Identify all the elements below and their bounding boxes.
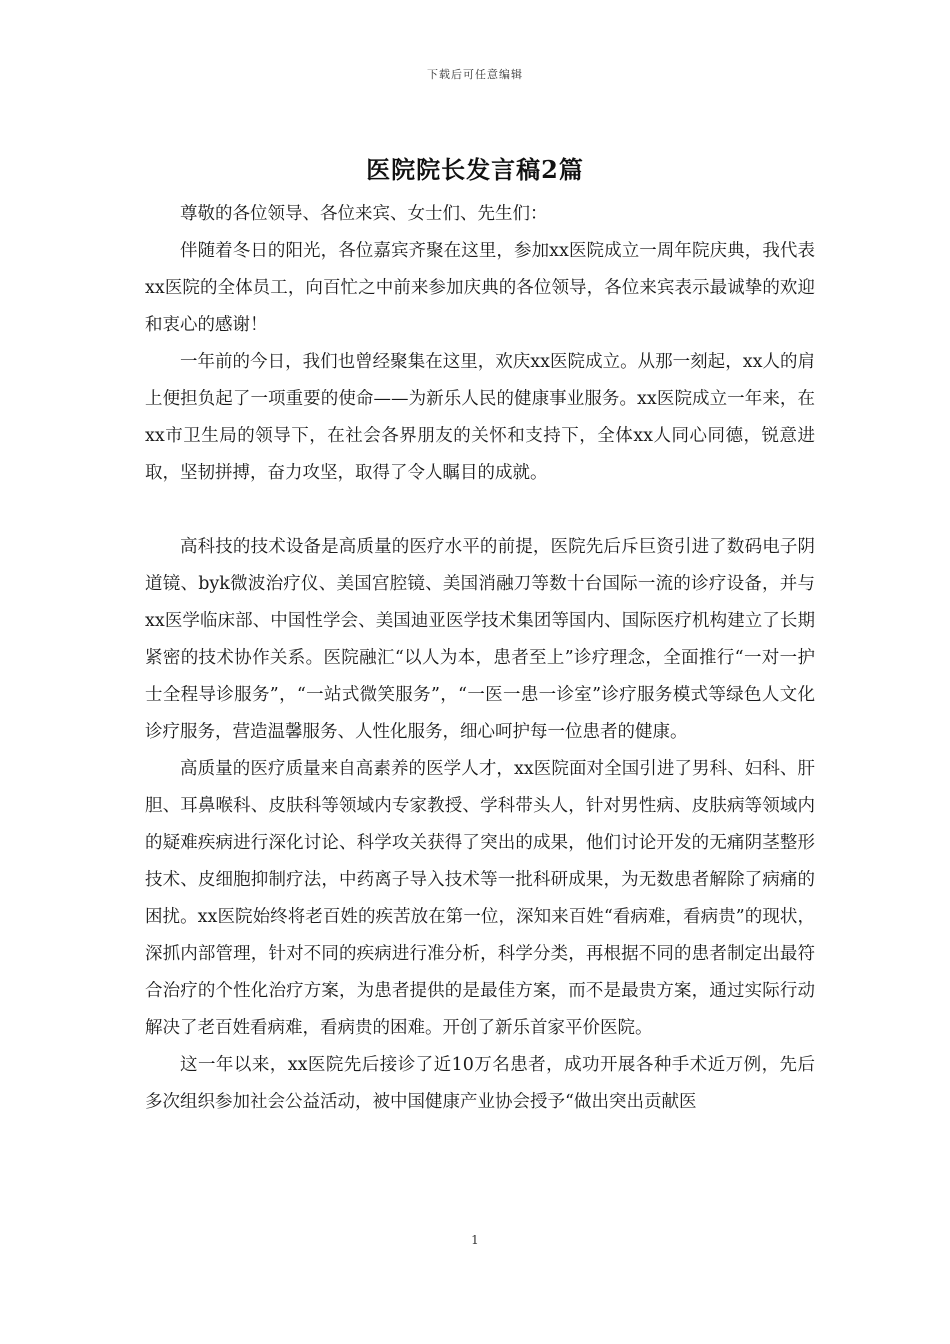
document-title: 医院院长发言稿2篇 <box>366 155 584 184</box>
paragraph-talent: 高质量的医疗质量来自高素养的医学人才，xx医院面对全国引进了男科、妇科、肝胆、耳鼻喉科、皮肤科等领域内专家教授、学科带头人，针对男性病、皮肤病等领域内的疑难疾病进行深化讨论、科学攻关获得了突出的成果，他们讨论开发的无痛阴茎整形技术、皮细胞抑制疗法，中药离子导入技术等一批科研成果，为无数患者解除了病痛的困扰。xx医院始终将老百姓的疾苦放在第一位，深知来百姓“看病难，看病贵”的现状，深抓内部管理，针对不同的疾病进行准分析，科学分类，再根据不同的患者制定出最符合治疗的个性化治疗方案，为患者提供的是最佳方案，而不是最贵方案，通过实际行动解决了老百姓看病难，看病贵的困难。开创了新乐首家平价医院。 <box>145 759 815 1038</box>
page-number: 1 <box>471 1233 479 1247</box>
paragraph-achievements: 这一年以来，xx医院先后接诊了近10万名患者，成功开展各种手术近万例，先后多次组织参加社会公益活动，被中国健康产业协会授予“做出突出贡献医 <box>145 1055 815 1112</box>
paragraph-history: 一年前的今日，我们也曾经聚集在这里，欢庆xx医院成立。从那一刻起，xx人的肩上便担负起了一项重要的使命——为新乐人民的健康事业服务。xx医院成立一年来，在xx市卫生局的领导下，在社会各界朋友的关怀和支持下，全体xx人同心同德，锐意进取，坚韧拼搏，奋力攻坚，取得了令人瞩目的成就。 <box>145 352 815 483</box>
paragraph-equipment: 高科技的技术设备是高质量的医疗水平的前提，医院先后斥巨资引进了数码电子阴道镜、byk微波治疗仪、美国宫腔镜、美国消融刀等数十台国际一流的诊疗设备，并与xx医学临床部、中国性学会、美国迪亚医学技术集团等国内、国际医疗机构建立了长期紧密的技术协作关系。医院融汇“以人为本，患者至上”诊疗理念，全面推行“一对一护士全程导诊服务”，“一站式微笑服务”，“一医一患一诊室”诊疗服务模式等绿色人文化诊疗服务，营造温馨服务、人性化服务，细心呵护每一位患者的健康。 <box>145 537 815 742</box>
paragraph-welcome: 伴随着冬日的阳光，各位嘉宾齐聚在这里，参加xx医院成立一周年院庆典，我代表xx医院的全体员工，向百忙之中前来参加庆典的各位领导，各位来宾表示最诚挚的欢迎和衷心的感谢！ <box>145 241 815 335</box>
page-header-note: 下载后可任意编辑 <box>427 68 523 81</box>
paragraph-salutation: 尊敬的各位领导、各位来宾、女士们、先生们： <box>180 204 548 224</box>
document-body <box>145 196 815 1121</box>
